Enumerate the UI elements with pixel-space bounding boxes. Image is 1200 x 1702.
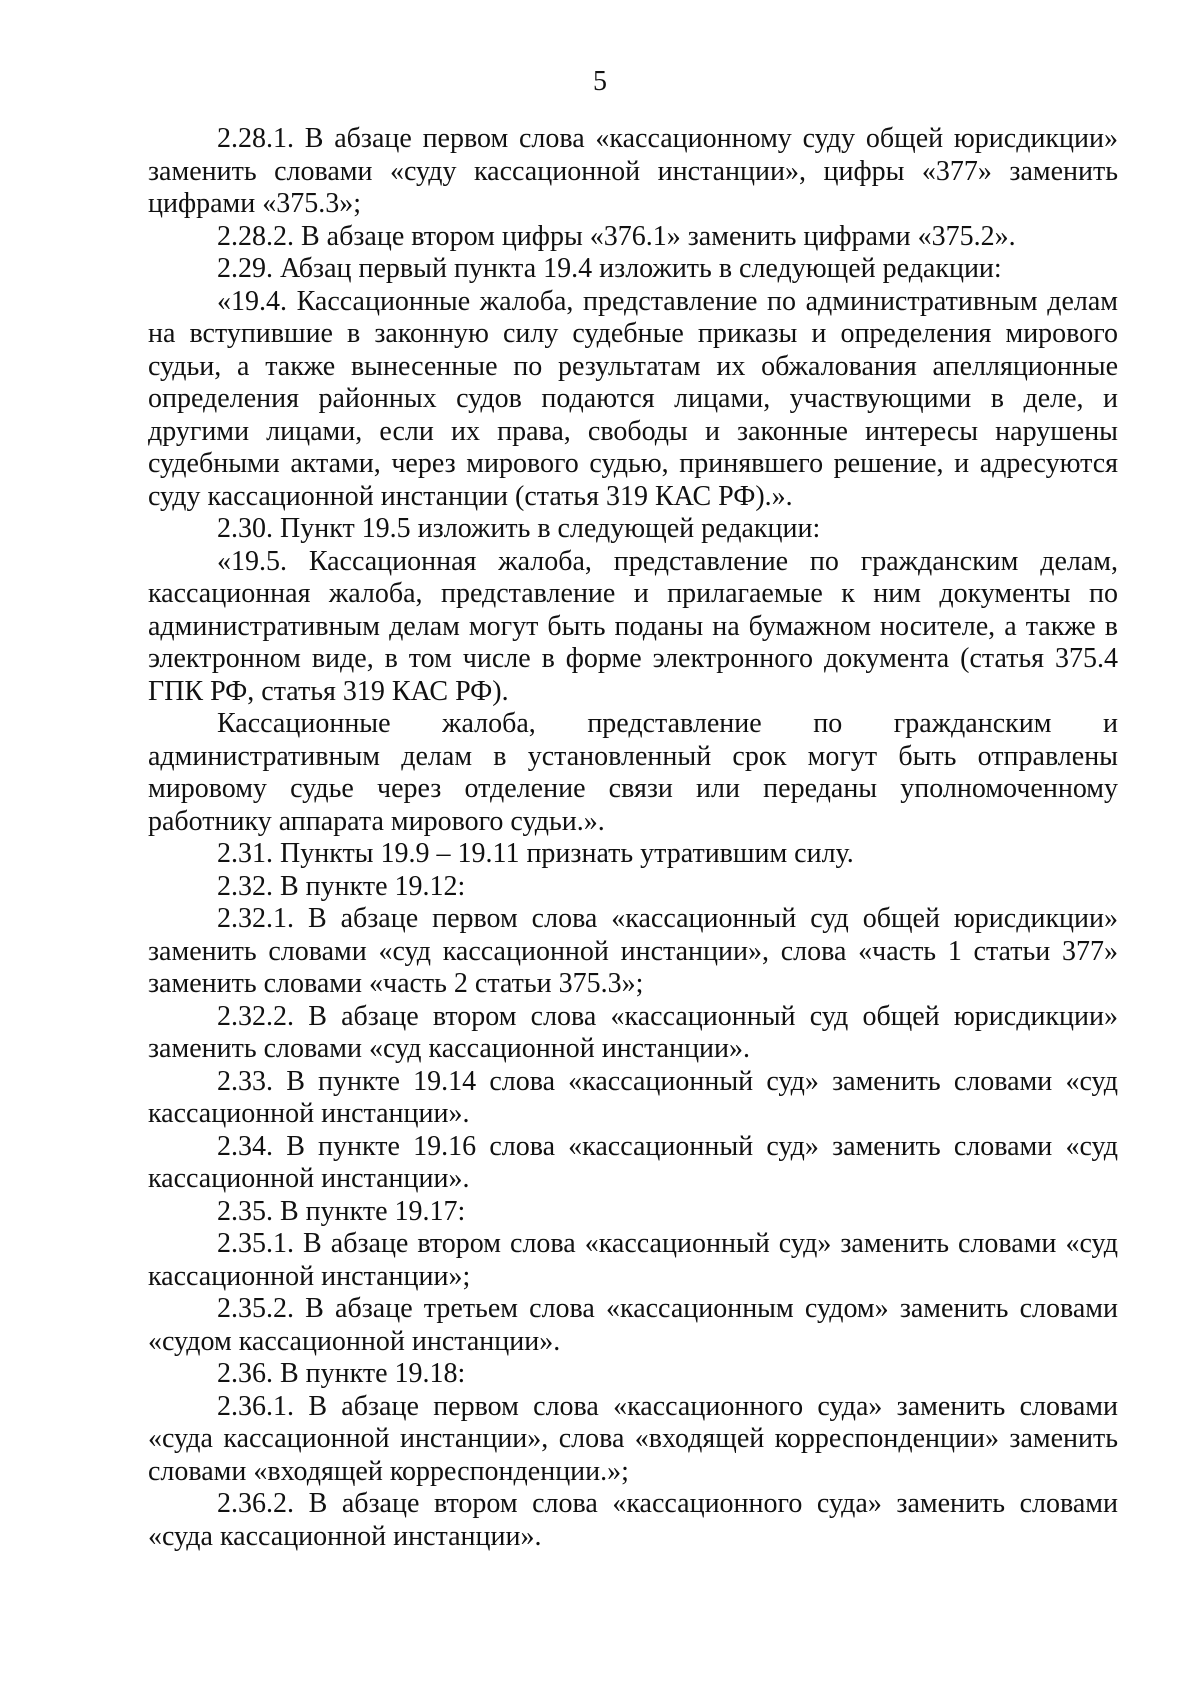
paragraph-2-32-2: 2.32.2. В абзаце втором слова «кассационный суд общей юрисдикции» заменить словами «суд кассационной инстанции». xyxy=(148,1000,1118,1064)
paragraph-quote-19-5: «19.5. Кассационная жалоба, представление по гражданским делам, кассационная жалоба, представление и прилагаемые к ним документы по административным делам могут быть поданы на бумажном носителе, а также в электронном виде, в том числе в форме электронного документа (статья 375.4 ГПК РФ, статья 319 КАС РФ). xyxy=(148,545,1118,707)
paragraph-2-36-1: 2.36.1. В абзаце первом слова «кассационного суда» заменить словами «суда кассационной инстанции», слова «входящей корреспонденции» заменить словами «входящей корреспонденции.»; xyxy=(148,1390,1118,1487)
paragraph-2-31: 2.31. Пункты 19.9 – 19.11 признать утратившим силу. xyxy=(217,838,854,869)
paragraph-2-28-1: 2.28.1. В абзаце первом слова «кассационному суду общей юрисдикции» заменить словами «суду кассационной инстанции», цифры «377» заменить цифрами «375.3»; xyxy=(148,123,1118,219)
paragraph-2-30: 2.30. Пункт 19.5 изложить в следующей редакции: xyxy=(217,513,821,544)
paragraph-2-36-2: 2.36.2. В абзаце втором слова «кассационного суда» заменить словами «суда кассационной инстанции». xyxy=(148,1488,1118,1552)
paragraph-quote-19-4: «19.4. Кассационные жалоба, представление по административным делам на вступившие в законную силу судебные приказы и определения мирового судьи, а также вынесенные по результатам их обжалования апелляционные определения районных судов подаются лицами, участвующими в деле, и другими лицами, если их права, свободы и законные интересы нарушены судебными актами, через мирового судью, принявшего решение, и адресуются суду кассационной инстанции (статья 319 КАС РФ).». xyxy=(148,285,1118,512)
paragraph-2-35: 2.35. В пункте 19.17: xyxy=(217,1195,466,1227)
paragraph-2-32-1: 2.32.1. В абзаце первом слова «кассационный суд общей юрисдикции» заменить словами «суд кассационной инстанции», слова «часть 1 статьи 377» заменить словами «часть 2 статьи 375.3»; xyxy=(148,903,1118,999)
paragraph-quote-19-5-second: Кассационные жалоба, представление по гражданским и административным делам в установленный срок могут быть отправлены мировому судье через отделение связи или переданы уполномоченному работнику аппарата мирового судьи.». xyxy=(148,708,1118,837)
paragraph-2-32: 2.32. В пункте 19.12: xyxy=(217,870,466,902)
document-body xyxy=(148,123,1118,1553)
paragraph-2-35-2: 2.35.2. В абзаце третьем слова «кассационным судом» заменить словами «судом кассационной инстанции». xyxy=(148,1293,1118,1357)
page-number: 5 xyxy=(593,66,607,97)
paragraph-2-35-1: 2.35.1. В абзаце втором слова «кассационный суд» заменить словами «суд кассационной инстанции»; xyxy=(148,1228,1118,1292)
paragraph-2-36: 2.36. В пункте 19.18: xyxy=(217,1358,466,1389)
paragraph-2-28-2: 2.28.2. В абзаце втором цифры «376.1» заменить цифрами «375.2». xyxy=(217,220,1016,252)
paragraph-2-29: 2.29. Абзац первый пункта 19.4 изложить в следующей редакции: xyxy=(217,253,1002,284)
paragraph-2-34: 2.34. В пункте 19.16 слова «кассационный суд» заменить словами «суд кассационной инстанции». xyxy=(148,1130,1118,1194)
paragraph-2-33: 2.33. В пункте 19.14 слова «кассационный суд» заменить словами «суд кассационной инстанции». xyxy=(148,1065,1118,1129)
